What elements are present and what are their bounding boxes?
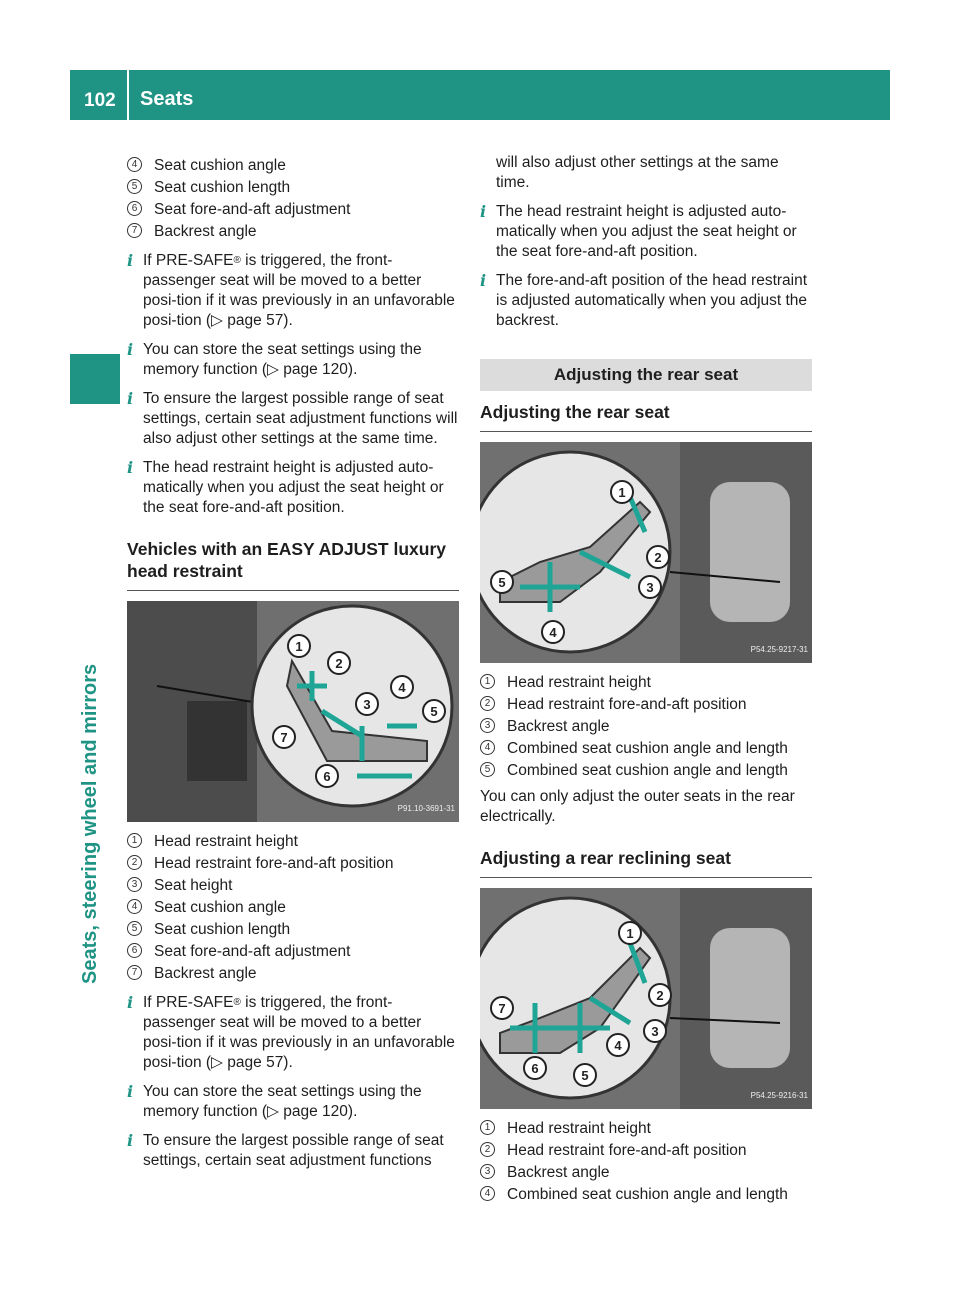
page-number: 102: [84, 90, 116, 111]
left-column: [127, 156, 459, 1171]
section-heading: Adjusting a rear reclining seat: [480, 847, 812, 878]
svg-text:4: 4: [614, 1038, 622, 1053]
svg-text:1: 1: [618, 485, 626, 500]
svg-text:3: 3: [651, 1024, 659, 1039]
svg-text:5: 5: [581, 1068, 589, 1083]
list-item: [127, 832, 459, 852]
info-text: You can store the seat settings using the memory function (▷ page 120).: [143, 1083, 422, 1120]
list-item-text: Seat height: [154, 877, 233, 894]
info-text: is triggered, the front-passenger seat will be moved to a better posi-tion if it was previously in an unfavorable posi-tion (▷ page 57).: [143, 994, 455, 1071]
callout-number: 2: [127, 855, 142, 870]
callout-number: 7: [127, 223, 142, 238]
callout-number: 6: [127, 201, 142, 216]
callout-number: 5: [127, 179, 142, 194]
list-item: [480, 1119, 812, 1139]
svg-text:1: 1: [295, 639, 303, 654]
list-item-text: Head restraint height: [154, 833, 298, 850]
info-icon: i: [127, 340, 134, 359]
list-item: [127, 200, 459, 220]
callout-number: 6: [127, 943, 142, 958]
svg-text:5: 5: [430, 704, 438, 719]
info-text: If PRE-SAFE: [143, 252, 234, 269]
section-bar-heading: Adjusting the rear seat: [480, 359, 812, 391]
info-note: [127, 1082, 459, 1122]
list-a: [127, 156, 459, 242]
body-text: You can only adjust the outer seats in the rear electrically.: [480, 788, 795, 825]
list-item: [127, 898, 459, 918]
reclining-seat-illustration: [480, 888, 812, 1109]
callout-number: 4: [127, 899, 142, 914]
info-text: The head restraint height is adjusted auto-matically when you adjust the seat height or the seat fore-and-aft position.: [496, 203, 797, 260]
info-note: [127, 458, 459, 518]
list-item-text: Seat fore-and-aft adjustment: [154, 201, 351, 218]
callout-number: 4: [127, 157, 142, 172]
info-text: If PRE-SAFE: [143, 994, 234, 1011]
info-icon: i: [480, 271, 487, 290]
header-divider: [127, 70, 129, 120]
page-title: Seats: [140, 88, 194, 110]
side-tab-label: Seats, steering wheel and mirrors: [79, 663, 101, 984]
reclining-seat-figure: [480, 888, 812, 1109]
callout-number: 5: [127, 921, 142, 936]
seat-control-illustration: [127, 601, 459, 822]
callout-number: 7: [127, 965, 142, 980]
figure-code: P54.25-9216-31: [750, 1091, 808, 1100]
list-item: [480, 673, 812, 693]
seat-control-figure: [127, 601, 459, 822]
registered-mark: ®: [233, 255, 241, 266]
svg-text:3: 3: [646, 580, 654, 595]
list-item: [480, 1141, 812, 1161]
figure-code: P91.10-3691-31: [397, 804, 455, 813]
info-text: is triggered, the front-passenger seat will be moved to a better posi-tion if it was previously in an unfavorable posi-tion (▷ page 57).: [143, 252, 455, 329]
list-item: [480, 761, 812, 781]
info-text: To ensure the largest possible range of seat settings, certain seat adjustment functions will also adjust other settings at the same time.: [143, 390, 458, 447]
side-tab-marker: [70, 354, 120, 404]
info-icon: i: [127, 389, 134, 408]
info-icon: i: [127, 251, 134, 270]
info-note: [127, 340, 459, 380]
list-item-text: Head restraint height: [507, 674, 651, 691]
figure-code: P54.25-9217-31: [750, 645, 808, 654]
list-item-text: Combined seat cushion angle and length: [507, 762, 788, 779]
list-c: [480, 673, 812, 781]
callout-number: 1: [127, 833, 142, 848]
info-note: [480, 271, 812, 331]
list-item: [480, 717, 812, 737]
callout-number: 2: [480, 1142, 495, 1157]
info-note: [127, 993, 459, 1073]
list-item-text: Head restraint height: [507, 1120, 651, 1137]
svg-text:6: 6: [323, 769, 331, 784]
info-note: [127, 251, 459, 331]
info-icon: i: [127, 458, 134, 477]
list-item-text: Combined seat cushion angle and length: [507, 1186, 788, 1203]
list-item: [480, 1163, 812, 1183]
registered-mark: ®: [233, 997, 241, 1008]
info-icon: i: [127, 993, 134, 1012]
svg-text:3: 3: [363, 697, 371, 712]
svg-text:4: 4: [549, 625, 557, 640]
rear-seat-illustration: [480, 442, 812, 663]
callout-number: 1: [480, 1120, 495, 1135]
svg-text:6: 6: [531, 1061, 539, 1076]
info-icon: i: [127, 1131, 134, 1150]
list-item: [127, 222, 459, 242]
list-item-text: Seat cushion angle: [154, 157, 286, 174]
svg-text:7: 7: [498, 1001, 506, 1016]
info-text: The fore-and-aft position of the head restraint is adjusted automatically when you adjust the backrest.: [496, 272, 808, 329]
callout-number: 3: [480, 718, 495, 733]
list-item: [127, 876, 459, 896]
list-item-text: Seat cushion length: [154, 921, 291, 938]
info-text: The head restraint height is adjusted auto-matically when you adjust the seat height or the seat fore-and-aft position.: [143, 459, 444, 516]
list-item-text: Backrest angle: [507, 1164, 610, 1181]
list-item-text: Backrest angle: [154, 223, 257, 240]
callout-number: 1: [480, 674, 495, 689]
list-item: [127, 964, 459, 984]
right-column: [480, 153, 812, 1207]
list-item-text: Seat cushion length: [154, 179, 291, 196]
continued-text: will also adjust other settings at the same time.: [496, 154, 779, 191]
side-tab: [70, 128, 120, 1302]
list-item-text: Seat fore-and-aft adjustment: [154, 943, 351, 960]
list-item-text: Backrest angle: [154, 965, 257, 982]
list-b: [127, 832, 459, 984]
list-item: [127, 854, 459, 874]
list-item: [127, 156, 459, 176]
callout-number: 4: [480, 1186, 495, 1201]
list-item: [127, 920, 459, 940]
list-d: [480, 1119, 812, 1205]
callout-number: 3: [480, 1164, 495, 1179]
svg-text:2: 2: [656, 988, 664, 1003]
info-note: [127, 1131, 459, 1171]
list-item: [480, 739, 812, 759]
svg-text:1: 1: [626, 926, 634, 941]
callout-number: 5: [480, 762, 495, 777]
svg-text:2: 2: [654, 550, 662, 565]
list-item-text: Head restraint fore-and-aft position: [154, 855, 394, 872]
page-header: [70, 70, 890, 120]
list-item: [480, 1185, 812, 1205]
callout-number: 3: [127, 877, 142, 892]
callout-number: 4: [480, 740, 495, 755]
svg-text:4: 4: [398, 680, 406, 695]
rear-seat-figure: [480, 442, 812, 663]
svg-text:5: 5: [498, 575, 506, 590]
list-item-text: Seat cushion angle: [154, 899, 286, 916]
section-heading: Vehicles with an EASY ADJUST luxury head restraint: [127, 538, 459, 591]
list-item: [127, 942, 459, 962]
list-item: [480, 695, 812, 715]
list-item-text: Combined seat cushion angle and length: [507, 740, 788, 757]
info-note: [127, 389, 459, 449]
svg-text:7: 7: [280, 730, 288, 745]
callout-number: 2: [480, 696, 495, 711]
list-item-text: Head restraint fore-and-aft position: [507, 696, 747, 713]
list-item: [127, 178, 459, 198]
info-icon: i: [127, 1082, 134, 1101]
svg-text:2: 2: [335, 656, 343, 671]
info-text: To ensure the largest possible range of seat settings, certain seat adjustment functions: [143, 1132, 444, 1169]
info-text: You can store the seat settings using the memory function (▷ page 120).: [143, 341, 422, 378]
info-icon: i: [480, 202, 487, 221]
info-note: [480, 202, 812, 262]
list-item-text: Backrest angle: [507, 718, 610, 735]
section-heading: Adjusting the rear seat: [480, 401, 812, 432]
list-item-text: Head restraint fore-and-aft position: [507, 1142, 747, 1159]
